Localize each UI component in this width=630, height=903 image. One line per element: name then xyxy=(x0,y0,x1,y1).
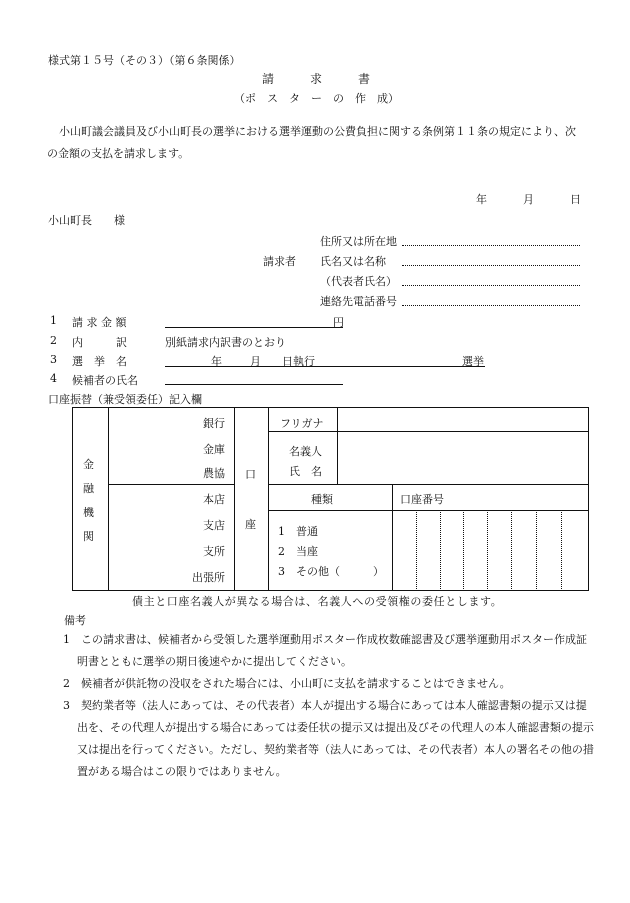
branch-office-label: 支所 xyxy=(203,545,225,558)
nokyo-label: 農協 xyxy=(203,467,225,480)
remark-item: 2 候補者が供託物の没収をされた場合には、小山町に支払を請求することはできません。 xyxy=(63,677,511,690)
divider xyxy=(108,484,234,485)
branch-label: 支店 xyxy=(203,519,225,532)
intro-paragraph: 小山町議会議員及び小山町長の選挙における選挙運動の公費負担に関する条例第１１条の規定により、次の金額の支払を請求します。 xyxy=(47,125,576,160)
account-type-option[interactable]: 1 普通 xyxy=(278,525,318,538)
remark-item: 3 契約業者等（法人にあっては、その代表者）本人が提出する場合にあっては本人確認書類の提示又は提出を、その代理人が提出する場合にあっては委任状の提示又は提出及びその代理人の本人確認書類の提示又は提出を行ってください。ただし、契約業者等（法人にあっては、その代表者）本人の署名その他の措置がある場合はこの限りではありません。 xyxy=(63,699,594,778)
digit-cell xyxy=(511,510,512,591)
phone-field[interactable] xyxy=(402,305,580,306)
account-type-option[interactable]: 3 その他（ ） xyxy=(278,565,384,578)
divider xyxy=(268,510,589,511)
divider xyxy=(108,407,109,591)
election-suffix: 選挙 xyxy=(462,355,484,368)
kouza-char: 口 xyxy=(245,468,256,481)
delegation-note: 債主と口座名義人が異なる場合は、名義人への受領権の委任とします。 xyxy=(132,595,503,608)
address-field[interactable] xyxy=(402,245,580,246)
detail-value: 別紙請求内訳書のとおり xyxy=(165,336,286,349)
item-number: 2 xyxy=(50,334,57,347)
page-title: 請 求 書 xyxy=(262,72,371,86)
account-heading: 口座振替（兼受領委任）記入欄 xyxy=(48,393,202,406)
holder-label: 名義人 xyxy=(289,445,322,458)
account-number-label: 口座番号 xyxy=(400,493,444,506)
divider xyxy=(268,407,269,591)
election-label: 選 挙 名 xyxy=(72,355,127,368)
item-number: 1 xyxy=(50,314,57,327)
divider xyxy=(234,407,235,591)
divider xyxy=(392,484,393,591)
date-year: 年 xyxy=(476,193,487,206)
head-office-label: 本店 xyxy=(203,493,225,506)
kouza-char: 座 xyxy=(245,518,256,531)
digit-cell xyxy=(463,510,464,591)
shinkin-label: 金庫 xyxy=(203,443,225,456)
representative-label: （代表者氏名） xyxy=(320,275,397,288)
remark-item: 1 この請求書は、候補者から受領した選挙運動用ポスター作成枚数確認書及び選挙運動用ポスター作成証明書とともに選挙の期日後速やかに提出してください。 xyxy=(63,633,587,668)
divider xyxy=(268,431,589,432)
furigana-label: フリガナ xyxy=(280,417,324,430)
remarks-heading: 備考 xyxy=(64,614,86,627)
date-day: 日 xyxy=(570,193,581,206)
institution-char: 融 xyxy=(83,482,94,495)
candidate-label: 候補者の氏名 xyxy=(72,374,138,387)
page-subtitle: （ポ ス タ ー の 作 成） xyxy=(234,92,399,105)
name-field[interactable] xyxy=(402,265,580,266)
election-month: 月 xyxy=(250,355,261,368)
claimant-label: 請求者 xyxy=(263,255,296,268)
amount-field[interactable] xyxy=(165,327,343,328)
institution-char: 金 xyxy=(83,458,94,471)
election-field[interactable] xyxy=(165,366,485,367)
institution-char: 機 xyxy=(83,506,94,519)
addressee: 小山町長 様 xyxy=(48,214,125,227)
digit-cell xyxy=(487,510,488,591)
address-label: 住所又は所在地 xyxy=(320,235,397,248)
digit-cell xyxy=(416,510,417,591)
date-month: 月 xyxy=(523,193,534,206)
digit-cell xyxy=(536,510,537,591)
amount-unit: 円 xyxy=(333,316,344,329)
institution-char: 関 xyxy=(83,530,94,543)
sub-office-label: 出張所 xyxy=(192,571,225,584)
item-number: 4 xyxy=(50,372,57,385)
name-label: 氏名又は名称 xyxy=(320,255,386,268)
type-label: 種類 xyxy=(311,493,333,506)
digit-cell xyxy=(440,510,441,591)
digit-cell xyxy=(561,510,562,591)
bank-label: 銀行 xyxy=(203,417,225,430)
phone-label: 連絡先電話番号 xyxy=(320,295,397,308)
candidate-field[interactable] xyxy=(165,384,343,385)
amount-label: 請 求 金 額 xyxy=(72,316,127,329)
divider xyxy=(337,407,338,484)
item-number: 3 xyxy=(50,353,57,366)
form-number: 様式第１５号（その３）（第６条関係） xyxy=(48,54,241,67)
election-held: 日執行 xyxy=(282,355,315,368)
detail-label: 内 訳 xyxy=(72,336,127,349)
representative-field[interactable] xyxy=(402,285,580,286)
divider xyxy=(268,484,589,485)
election-year: 年 xyxy=(211,355,222,368)
holder-label: 氏 名 xyxy=(289,465,322,478)
account-type-option[interactable]: 2 当座 xyxy=(278,545,318,558)
